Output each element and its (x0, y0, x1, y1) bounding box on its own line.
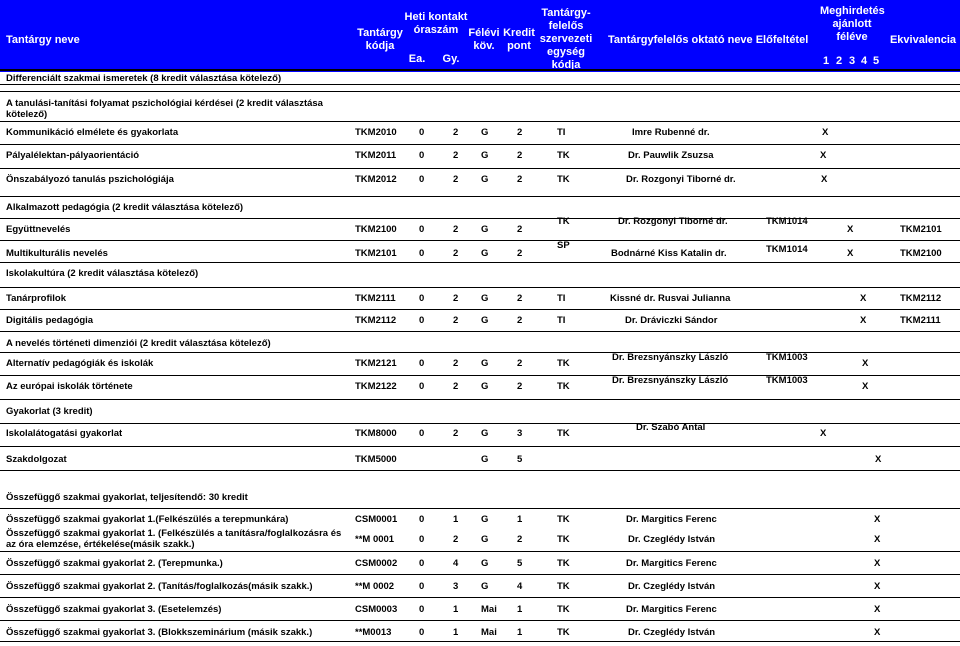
header-semester-2: 2 (835, 55, 843, 67)
row-divider (0, 168, 960, 169)
row-divider (0, 399, 960, 400)
course-credit: 2 (517, 381, 523, 392)
course-unit: TI (557, 127, 566, 138)
course-code: TKM2101 (355, 248, 397, 259)
course-name: Összefüggő szakmai gyakorlat 1.(Felkészülés a terepmunkára) (6, 514, 289, 525)
row-divider (0, 240, 960, 241)
row-divider (0, 144, 960, 145)
row-divider (0, 470, 960, 471)
course-eval: G (481, 358, 489, 369)
course-unit: TK (557, 150, 570, 161)
row-divider (0, 551, 960, 552)
course-semester-mark: X (874, 514, 881, 525)
course-gy: 2 (453, 381, 459, 392)
header-semester-3: 3 (848, 55, 856, 67)
section-title: Gyakorlat (3 kredit) (6, 406, 93, 417)
row-divider (0, 196, 960, 197)
course-name: Összefüggő szakmai gyakorlat 3. (Blokkszeminárium (másik szakk.) (6, 627, 313, 638)
course-equivalent: TKM2111 (900, 315, 941, 326)
row-divider (0, 620, 960, 621)
course-prereq: TKM1003 (766, 375, 808, 386)
course-code: TKM2011 (355, 150, 397, 161)
course-gy: 2 (453, 174, 459, 185)
course-semester-mark: X (874, 558, 881, 569)
course-semester-mark: X (860, 315, 867, 326)
course-semester-mark: X (874, 604, 881, 615)
course-prereq: TKM1003 (766, 352, 808, 363)
course-code: CSM0002 (355, 558, 398, 569)
course-teacher: Dr. Rozgonyi Tiborné dr. (626, 174, 736, 185)
row-divider (0, 331, 960, 332)
header-prereq: Előfeltétel (755, 34, 809, 46)
header-semester-4: 4 (860, 55, 868, 67)
header-announce-line-2: ajánlott (832, 18, 872, 30)
course-semester-mark: X (847, 224, 854, 235)
course-equivalent: TKM2101 (900, 224, 942, 235)
row-divider (0, 375, 960, 376)
section-title: A nevelés történeti dimenziói (2 kredit választása kötelező) (6, 338, 271, 349)
course-ea: 0 (419, 224, 425, 235)
row-divider (0, 423, 960, 424)
header-eval-line-1: Félévi (468, 27, 500, 39)
course-name: Digitális pedagógia (6, 315, 94, 326)
course-credit: 5 (517, 454, 523, 465)
course-eval: G (481, 514, 489, 525)
course-semester-mark: X (821, 174, 828, 185)
course-teacher: Dr. Pauwlik Zsuzsa (628, 150, 714, 161)
course-ea: 0 (419, 581, 425, 592)
course-name: Összefüggő szakmai gyakorlat 2. (Tanítás/foglalkozás(másik szakk.) (6, 581, 313, 592)
course-semester-mark: X (862, 381, 869, 392)
course-ea: 0 (419, 627, 425, 638)
header-unit-line-1: Tantárgy- (541, 7, 591, 19)
header-name: Tantárgy neve (6, 34, 80, 46)
course-name: Szakdolgozat (6, 454, 67, 465)
course-equivalent: TKM2112 (900, 293, 942, 304)
course-prereq: TKM1014 (766, 216, 808, 227)
course-unit: TK (557, 604, 570, 615)
section-title: Összefüggő szakmai gyakorlat, teljesítendő: 30 kredit (6, 492, 248, 503)
row-divider (0, 641, 960, 642)
header-unit-line-3: szervezeti (539, 33, 593, 45)
header-teacher: Tantárgyfelelős oktató neve (608, 34, 753, 46)
row-divider (0, 352, 960, 353)
course-ea: 0 (419, 514, 425, 525)
header-ea: Ea. (408, 53, 426, 65)
course-credit: 3 (517, 428, 523, 439)
course-eval: G (481, 127, 489, 138)
course-gy: 4 (453, 558, 459, 569)
course-eval: G (481, 534, 489, 545)
course-code: TKM2111 (355, 293, 396, 304)
course-unit: TK (557, 534, 570, 545)
course-gy: 2 (453, 534, 459, 545)
course-gy: 2 (453, 224, 459, 235)
course-teacher: Dr. Szabó Antal (636, 422, 706, 433)
course-teacher: Dr. Rozgonyi Tiborné dr. (618, 216, 728, 227)
course-name: Együttnevelés (6, 224, 71, 235)
course-unit: TK (557, 174, 570, 185)
course-credit: 4 (517, 581, 523, 592)
course-teacher: Dr. Czeglédy István (628, 534, 716, 545)
course-gy: 1 (453, 604, 459, 615)
course-unit: TK (557, 558, 570, 569)
header-equiv: Ekvivalencia (889, 34, 957, 46)
course-gy: 2 (453, 315, 459, 326)
course-code: TKM8000 (355, 428, 397, 439)
course-teacher: Bodnárné Kiss Katalin dr. (611, 248, 727, 259)
course-name: Összefüggő szakmai gyakorlat 1. (Felkészülés a tanításra/foglalkozásra és az óra elemzése, értékelése(másik szakk.) (6, 528, 342, 550)
header-hours-line-2: óraszám (413, 24, 459, 36)
course-semester-mark: X (820, 428, 827, 439)
course-ea: 0 (419, 358, 425, 369)
course-eval: G (481, 150, 489, 161)
course-eval: G (481, 293, 489, 304)
course-ea: 0 (419, 174, 425, 185)
section-title: A tanulási-tanítási folyamat pszichológiai kérdései (2 kredit választása kötelező) (6, 98, 323, 120)
course-name: Multikulturális nevelés (6, 248, 108, 259)
course-unit: TI (557, 315, 566, 326)
course-semester-mark: X (874, 581, 881, 592)
course-gy: 2 (453, 127, 459, 138)
header-gy: Gy. (442, 53, 460, 65)
course-code: TKM5000 (355, 454, 397, 465)
course-credit: 2 (517, 248, 523, 259)
course-credit: 2 (517, 127, 523, 138)
course-teacher: Dr. Dráviczki Sándor (625, 315, 718, 326)
row-divider (0, 574, 960, 575)
course-unit: TI (557, 293, 566, 304)
course-eval: G (481, 581, 489, 592)
course-code: **M 0002 (355, 581, 395, 592)
course-eval: G (481, 381, 489, 392)
course-gy: 2 (453, 248, 459, 259)
course-unit: TK (557, 627, 570, 638)
section-title: Iskolakultúra (2 kredit választása kötelező) (6, 268, 199, 279)
row-divider (0, 91, 960, 92)
course-unit: TK (557, 428, 570, 439)
header-announce-line-3: féléve (836, 31, 868, 43)
course-credit: 1 (517, 604, 523, 615)
course-code: CSM0001 (355, 514, 398, 525)
course-gy: 1 (453, 514, 459, 525)
course-teacher: Dr. Czeglédy István (628, 627, 716, 638)
course-teacher: Dr. Margitics Ferenc (626, 604, 717, 615)
header-code-line-2: kódja (365, 40, 395, 52)
row-divider (0, 287, 960, 288)
table-header (0, 0, 960, 72)
course-teacher: Imre Rubenné dr. (632, 127, 710, 138)
course-unit: TK (557, 581, 570, 592)
header-unit-line-2: felelős (548, 20, 584, 32)
course-eval: G (481, 428, 489, 439)
row-divider (0, 69, 960, 71)
course-code: **M0013 (355, 627, 392, 638)
row-divider (0, 262, 960, 263)
course-eval: Mai (481, 627, 497, 638)
course-name: Összefüggő szakmai gyakorlat 3. (Esetelemzés) (6, 604, 222, 615)
row-divider (0, 508, 960, 509)
course-semester-mark: X (874, 627, 881, 638)
course-semester-mark: X (874, 534, 881, 545)
header-code-line-1: Tantárgy (357, 27, 403, 39)
course-unit: TK (557, 381, 570, 392)
course-eval: G (481, 174, 489, 185)
course-code: TKM2122 (355, 381, 397, 392)
course-semester-mark: X (820, 150, 827, 161)
row-divider (0, 309, 960, 310)
course-teacher: Dr. Brezsnyánszky László (612, 375, 729, 386)
course-gy: 2 (453, 293, 459, 304)
course-name: Tanárprofilok (6, 293, 66, 304)
course-ea: 0 (419, 248, 425, 259)
course-credit: 2 (517, 358, 523, 369)
course-unit: SP (557, 240, 570, 251)
course-equivalent: TKM2100 (900, 248, 942, 259)
course-unit: TK (557, 514, 570, 525)
course-semester-mark: X (862, 358, 869, 369)
course-code: TKM2112 (355, 315, 397, 326)
course-credit: 2 (517, 293, 523, 304)
section-title: Alkalmazott pedagógia (2 kredit választása kötelező) (6, 202, 244, 213)
course-semester-mark: X (860, 293, 867, 304)
course-name: Az európai iskolák története (6, 381, 133, 392)
row-divider (0, 218, 960, 219)
course-name: Kommunikáció elmélete és gyakorlata (6, 127, 179, 138)
course-gy: 2 (453, 150, 459, 161)
header-semester-5: 5 (872, 55, 880, 67)
course-gy: 2 (453, 428, 459, 439)
course-teacher: Kissné dr. Rusvai Julianna (610, 293, 731, 304)
course-ea: 0 (419, 558, 425, 569)
course-credit: 1 (517, 627, 523, 638)
course-ea: 0 (419, 428, 425, 439)
course-teacher: Dr. Margitics Ferenc (626, 514, 717, 525)
course-code: TKM2010 (355, 127, 397, 138)
course-ea: 0 (419, 293, 425, 304)
header-credit-line-1: Kredit (503, 27, 535, 39)
course-unit: TK (557, 358, 570, 369)
course-credit: 5 (517, 558, 523, 569)
course-ea: 0 (419, 150, 425, 161)
course-code: TKM2121 (355, 358, 397, 369)
row-divider (0, 446, 960, 447)
course-ea: 0 (419, 381, 425, 392)
course-teacher: Dr. Brezsnyánszky László (612, 352, 729, 363)
course-code: TKM2100 (355, 224, 397, 235)
header-unit-line-5: kódja (551, 59, 581, 71)
course-code: TKM2012 (355, 174, 397, 185)
course-semester-mark: X (875, 454, 882, 465)
course-name: Pályalélektan-pályaorientáció (6, 150, 140, 161)
course-gy: 1 (453, 627, 459, 638)
course-credit: 1 (517, 514, 523, 525)
course-gy: 3 (453, 581, 459, 592)
row-divider (0, 597, 960, 598)
course-ea: 0 (419, 127, 425, 138)
header-eval-line-2: köv. (473, 40, 495, 52)
row-divider (0, 121, 960, 122)
course-unit: TK (557, 216, 570, 227)
course-ea: 0 (419, 534, 425, 545)
course-semester-mark: X (822, 127, 829, 138)
header-hours-line-1: Heti kontakt (404, 11, 468, 23)
course-eval: G (481, 315, 489, 326)
course-name: Alternatív pedagógiák és iskolák (6, 358, 154, 369)
course-ea: 0 (419, 604, 425, 615)
course-credit: 2 (517, 150, 523, 161)
header-unit-line-4: egység (547, 46, 585, 58)
course-code: CSM0003 (355, 604, 398, 615)
course-prereq: TKM1014 (766, 244, 808, 255)
course-teacher: Dr. Margitics Ferenc (626, 558, 717, 569)
course-credit: 2 (517, 174, 523, 185)
course-name: Összefüggő szakmai gyakorlat 2. (Terepmunka.) (6, 558, 223, 569)
course-gy: 2 (453, 358, 459, 369)
course-credit: 2 (517, 315, 523, 326)
row-divider (0, 84, 960, 85)
course-code: **M 0001 (355, 534, 395, 545)
course-name: Iskolalátogatási gyakorlat (6, 428, 123, 439)
course-eval: G (481, 224, 489, 235)
header-announce-line-1: Meghirdetés (820, 5, 885, 17)
course-credit: 2 (517, 534, 523, 545)
header-credit-line-2: pont (507, 40, 531, 52)
section-title: Differenciált szakmai ismeretek (8 kredit választása kötelező) (6, 73, 282, 84)
course-eval: G (481, 248, 489, 259)
course-ea: 0 (419, 315, 425, 326)
header-semester-1: 1 (822, 55, 830, 67)
course-teacher: Dr. Czeglédy István (628, 581, 716, 592)
course-eval: G (481, 454, 489, 465)
course-semester-mark: X (847, 248, 854, 259)
course-name: Önszabályozó tanulás pszichológiája (6, 174, 174, 185)
course-eval: G (481, 558, 489, 569)
course-eval: Mai (481, 604, 497, 615)
course-credit: 2 (517, 224, 523, 235)
